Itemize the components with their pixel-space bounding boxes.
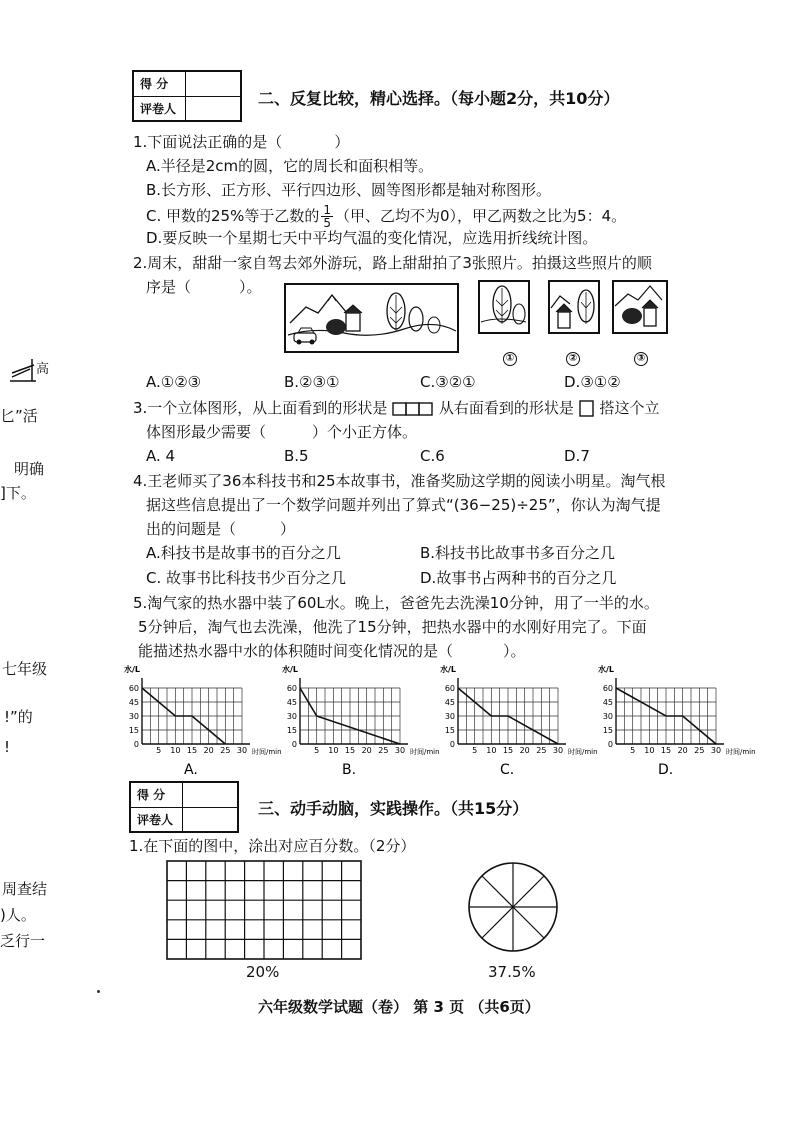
chart-xtick-label: 25	[378, 746, 389, 755]
chart-ytick-label: 15	[602, 726, 613, 735]
q2-photo-2	[548, 280, 600, 352]
q4-option-a: A.科技书是故事书的百分之几	[146, 544, 341, 562]
chart-1	[124, 664, 282, 778]
section3-q1-stem: 1.在下面的图中，涂出对应百分数。（2分）	[129, 837, 416, 855]
chart-ylabel: 水/L	[282, 665, 299, 674]
q5-line3: 能描述热水器中水的体积随时间变化情况的是（ ）。	[138, 642, 526, 660]
edge-sketch-icon	[8, 355, 38, 385]
chart-ytick-label: 60	[286, 684, 297, 693]
q4-option-d: D.故事书占两种书的百分之几	[420, 569, 617, 587]
page-footer: 六年级数学试题（卷） 第 3 页 （共6页）	[258, 998, 540, 1016]
chart-ytick-label: 60	[444, 684, 455, 693]
chart-xtick-label: 15	[502, 746, 514, 755]
q4-line2: 据这些信息提出了一个数学问题并列出了算式“(36−25)÷25”，你认为淘气提	[146, 496, 661, 514]
edge-fragment-6: !	[4, 738, 11, 756]
photo-label-3: ③	[634, 352, 648, 366]
grader-cell[interactable]	[182, 807, 238, 832]
edge-fragment-0: 高	[36, 362, 50, 377]
q3-line1: 3.一个立体图形，从上面看到的形状是 从右面看到的形状是 搭这个立	[133, 399, 660, 417]
chart-xtick-label: 5	[156, 746, 162, 755]
q4-line1: 4.王老师买了36本科技书和25本故事书，准备奖励这学期的阅读小明星。淘气根	[133, 472, 666, 490]
chart-ytick-label: 0	[133, 740, 139, 749]
grader-label: 评卷人	[130, 807, 182, 832]
q2-option-d: D.③①②	[564, 373, 621, 391]
chart-xlabel: 时间/min	[726, 748, 756, 756]
top-view-three-squares-icon	[392, 402, 434, 416]
edge-fragment-5: !”的	[4, 708, 33, 726]
chart-xtick-label: 20	[519, 746, 530, 755]
chart-xtick-label: 25	[536, 746, 547, 755]
chart-xtick-label: 15	[344, 746, 356, 755]
photo-label-1: ①	[503, 352, 517, 366]
percent-grid[interactable]	[166, 860, 362, 960]
q5-line2: 5分钟后，淘气也去洗澡，他洗了15分钟，把热水器中的水刚好用完了。下面	[138, 618, 647, 636]
chart-ytick-label: 30	[286, 712, 297, 721]
q2-scene-picture	[284, 283, 459, 353]
chart-xtick-label: 20	[203, 746, 214, 755]
chart-xtick-label: 10	[644, 746, 655, 755]
chart-xtick-label: 30	[552, 746, 564, 755]
chart-ytick-label: 45	[444, 698, 455, 707]
chart-option-label: B.	[342, 762, 357, 778]
chart-ytick-label: 30	[444, 712, 455, 721]
chart-option-label: A.	[184, 762, 198, 778]
q2-line1: 2.周末，甜甜一家自驾去郊外游玩，路上甜甜拍了3张照片。拍摄这些照片的顺	[133, 254, 652, 272]
chart-ytick-label: 0	[291, 740, 297, 749]
edge-fragment-1: 匕”活	[0, 407, 38, 425]
q2-option-c: C.③②①	[420, 373, 476, 391]
chart-xtick-label: 10	[486, 746, 497, 755]
chart-ytick-label: 45	[286, 698, 297, 707]
percent-circle[interactable]	[466, 860, 560, 954]
edge-fragment-8: )人。	[0, 906, 36, 924]
grader-label: 评卷人	[133, 96, 185, 121]
edge-fragment-4: 七年级	[2, 660, 48, 678]
chart-ytick-label: 0	[607, 740, 613, 749]
q2-photo-3	[612, 280, 668, 352]
q3-option-c: C.6	[420, 447, 445, 465]
chart-xtick-label: 20	[677, 746, 688, 755]
q3-option-b: B.5	[284, 447, 309, 465]
chart-xlabel: 时间/min	[568, 748, 598, 756]
chart-xtick-label: 25	[220, 746, 231, 755]
photo-label-2: ②	[566, 352, 580, 366]
chart-xtick-label: 15	[660, 746, 672, 755]
q5-line1: 5.淘气家的热水器中装了60L水。晚上，爸爸先去洗澡10分钟，用了一半的水。	[133, 594, 659, 612]
score-cell[interactable]	[185, 71, 241, 96]
circle-percent-label: 37.5%	[488, 963, 536, 981]
score-box-section3	[129, 781, 239, 833]
chart-xtick-label: 15	[186, 746, 198, 755]
stray-dot	[97, 990, 100, 993]
score-cell[interactable]	[182, 782, 238, 807]
grader-cell[interactable]	[185, 96, 241, 121]
chart-ylabel: 水/L	[124, 665, 141, 674]
q2-line2: 序是（ ）。	[146, 278, 262, 296]
q4-option-c: C. 故事书比科技书少百分之几	[146, 569, 347, 587]
chart-ytick-label: 30	[602, 712, 613, 721]
q3-option-d: D.7	[564, 447, 590, 465]
chart-ytick-label: 15	[286, 726, 297, 735]
q2-option-a: A.①②③	[146, 373, 202, 391]
edge-fragment-9: 乏行一	[0, 932, 46, 950]
chart-ytick-label: 15	[128, 726, 139, 735]
chart-ytick-label: 15	[444, 726, 455, 735]
section3-title: 三、动手动脑，实践操作。（共15分）	[258, 799, 529, 818]
q1-option-c: C. 甲数的25%等于乙数的 $\frac{1}{5}$ （甲、乙均不为0），甲乙两数之比为5：4。	[146, 203, 627, 230]
chart-ytick-label: 60	[128, 684, 139, 693]
q2-photo-1	[478, 280, 530, 352]
fraction-one-fifth: $\frac{1}{5}$	[323, 203, 331, 230]
chart-xtick-label: 5	[630, 746, 636, 755]
chart-ylabel: 水/L	[440, 665, 457, 674]
edge-fragment-3: ]下。	[0, 484, 36, 502]
chart-ytick-label: 45	[128, 698, 139, 707]
q5-charts	[122, 662, 762, 784]
section2-title: 二、反复比较，精心选择。（每小题2分，共10分）	[258, 89, 620, 108]
grid-percent-label: 20%	[246, 963, 280, 981]
chart-xlabel: 时间/min	[410, 748, 440, 756]
q3-line2: 体图形最少需要（ ）个小正方体。	[146, 423, 418, 441]
q4-option-b: B.科技书比故事书多百分之几	[420, 544, 616, 562]
q1-option-d: D.要反映一个星期七天中平均气温的变化情况，应选用折线统计图。	[146, 229, 598, 247]
chart-ytick-label: 60	[602, 684, 613, 693]
chart-ylabel: 水/L	[598, 665, 615, 674]
chart-xtick-label: 30	[236, 746, 248, 755]
score-box-section2	[132, 70, 242, 122]
chart-xtick-label: 5	[314, 746, 320, 755]
chart-option-label: C.	[500, 762, 515, 778]
chart-4	[598, 664, 756, 778]
chart-xtick-label: 10	[328, 746, 339, 755]
q1-stem: 1.下面说法正确的是（ ）	[133, 133, 350, 151]
score-label: 得 分	[130, 782, 182, 807]
chart-ytick-label: 45	[602, 698, 613, 707]
chart-xtick-label: 20	[361, 746, 372, 755]
chart-ytick-label: 30	[128, 712, 139, 721]
chart-xlabel: 时间/min	[252, 748, 282, 756]
chart-xtick-label: 30	[710, 746, 722, 755]
right-view-one-square-icon	[579, 400, 595, 418]
score-label: 得 分	[133, 71, 185, 96]
q2-option-b: B.②③①	[284, 373, 340, 391]
chart-xtick-label: 25	[694, 746, 705, 755]
chart-3	[440, 664, 598, 778]
edge-fragment-2: 明确	[14, 460, 45, 478]
chart-xtick-label: 10	[170, 746, 181, 755]
q4-line3: 出的问题是（ ）	[146, 520, 296, 538]
chart-2	[282, 664, 440, 778]
q1-option-b: B.长方形、正方形、平行四边形、圆等图形都是轴对称图形。	[146, 181, 552, 199]
q3-option-a: A. 4	[146, 447, 176, 465]
q1-option-a: A.半径是2cm的圆，它的周长和面积相等。	[146, 157, 434, 175]
chart-xtick-label: 30	[394, 746, 406, 755]
chart-xtick-label: 5	[472, 746, 478, 755]
edge-fragment-7: 周查结	[2, 880, 48, 898]
chart-option-label: D.	[658, 762, 674, 778]
chart-ytick-label: 0	[449, 740, 455, 749]
